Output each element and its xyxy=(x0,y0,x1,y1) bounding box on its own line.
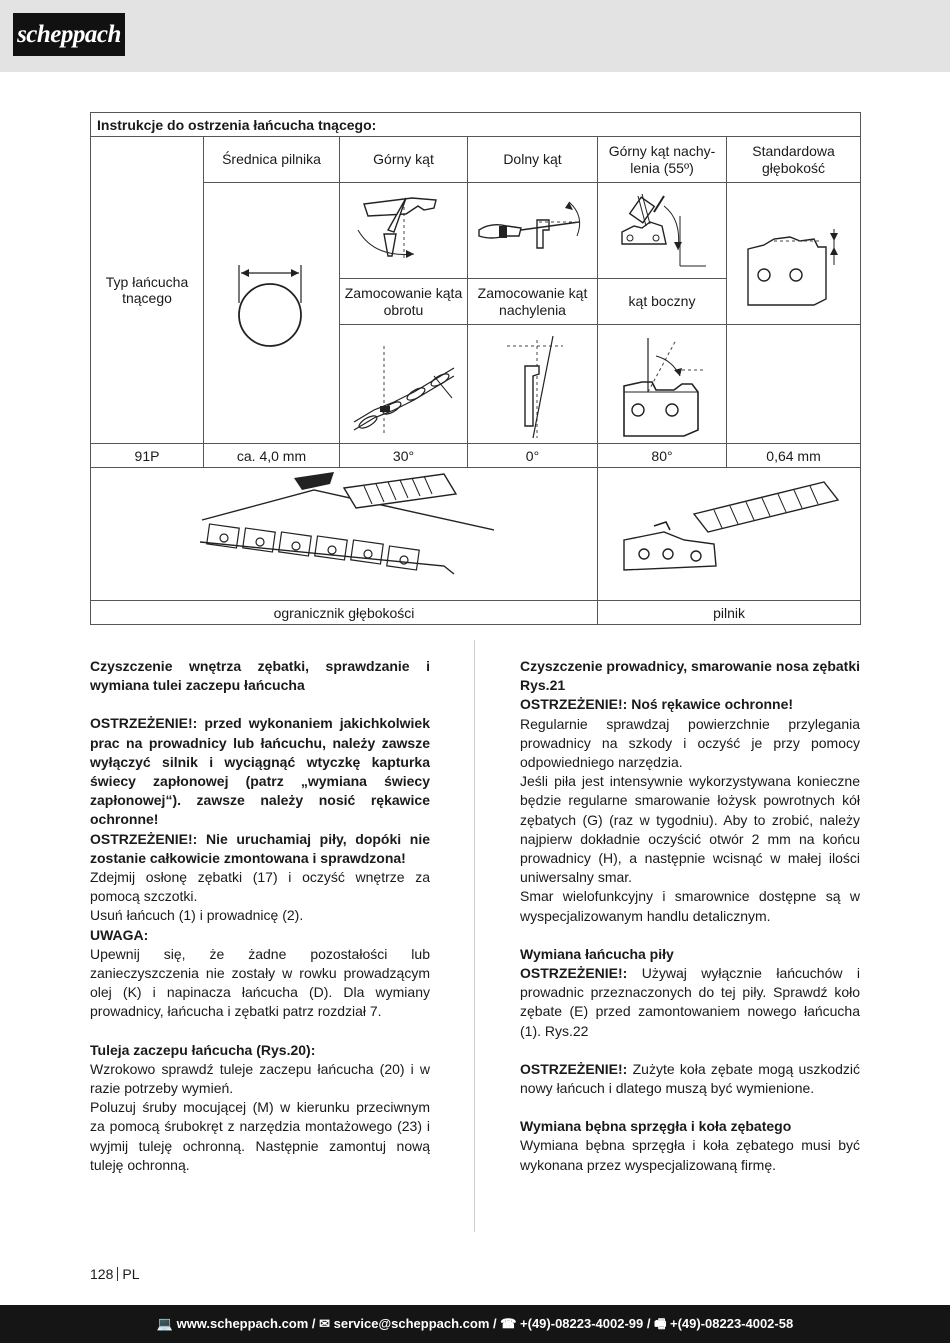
sub-header-rotation: Zamocowanie kąta obrotu xyxy=(340,279,468,325)
right-heading-3: Wymiana bębna sprzęgła i koła zębatego xyxy=(520,1118,792,1135)
value-depth: 0,64 mm xyxy=(727,444,861,468)
sharpening-table xyxy=(90,112,861,625)
file-diameter-diagram xyxy=(204,183,340,444)
right-para-3: Smar wielofunkcyjny i smarownice dostępne są w wyspecjalizowanym handlu detalicznym. xyxy=(520,888,860,924)
header-bottom-angle: Dolny kąt xyxy=(468,137,598,183)
bottom-angle-diagram xyxy=(468,183,598,279)
right-warning-2 xyxy=(520,964,860,1041)
right-warning-2-label: OSTRZEŻENIE!: xyxy=(520,965,628,982)
left-para-1: Zdejmij osłonę zębatki (17) i oczyść wnętrze za pomocą szczotki. xyxy=(90,869,430,905)
left-column xyxy=(90,657,430,1175)
right-para-2: Jeśli piła jest intensywnie wykorzystywana konieczne będzie regularne smarowanie łożysk powrotnych kół zębatych (G) (raz w tygodniu). Aby to zrobić, należy najpierw dokładnie oczyścić otwór 2 mm na końcu prowadnicy (H), a następnie wcisnąć w małej ilości uniwersalny smar. xyxy=(520,773,860,886)
header-top-tilt-angle: Górny kąt nachy-lenia (55º) xyxy=(598,137,727,183)
right-heading-2: Wymiana łańcucha piły xyxy=(520,945,674,962)
file-diagram xyxy=(598,468,861,601)
header-bar xyxy=(0,0,950,72)
left-warning-2-label: OSTRZEŻENIE! xyxy=(90,830,193,847)
label-depth-gauge: ogranicznik głębokości xyxy=(91,601,598,625)
left-heading-2: Tuleja zaczepu łańcucha (Rys.20): xyxy=(90,1041,316,1058)
rotation-mount-diagram xyxy=(340,325,468,444)
right-column xyxy=(520,657,860,1175)
right-warning-2-text: Używaj wyłącznie łańcuchów i prowadnic przeznaczonych do tej piły. Sprawdź koło zębate (E) przed zamontowaniem nowego łańcucha (1). Rys.22 xyxy=(520,965,860,1039)
left-para-2: Usuń łańcuch (1) i prowadnicę (2). xyxy=(90,907,304,924)
left-note-label: UWAGA: xyxy=(90,926,149,943)
value-bottom-angle: 0° xyxy=(468,444,598,468)
footer-bar xyxy=(0,1305,950,1343)
top-tilt-angle-diagram xyxy=(598,183,727,279)
standard-depth-diagram xyxy=(727,183,861,325)
page-number-value: 128 xyxy=(90,1266,114,1282)
left-note-text: Upewnij się, że żadne pozostałości lub zanieczyszczenia nie zostały w rowku prowadzącym olej (K) i napinacza łańcucha (D). Dla wymiany prowadnicy, łańcucha i zębatki patrz rozdział 7. xyxy=(90,945,430,1020)
top-angle-diagram xyxy=(340,183,468,279)
footer-contact: 💻 www.scheppach.com / ✉ service@scheppach.com / ☎ +(49)-08223-4002-99 / 🖷 +(49)-08223-4002-58 xyxy=(156,1316,794,1331)
header-standard-depth: Standardowa głębokość xyxy=(727,137,861,183)
table-title: Instrukcje do ostrzenia łańcucha tnącego: xyxy=(91,113,861,137)
value-tilt-angle: 80° xyxy=(598,444,727,468)
left-heading: Czyszczenie wnętrza zębatki, sprawdzanie i wymiana tulei zaczepu łańcucha xyxy=(90,658,430,694)
sub-header-tilt: Zamocowanie kąt nachylenia xyxy=(468,279,598,325)
value-top-angle: 30° xyxy=(340,444,468,468)
right-warning-3-text: Zużyte koła zębate mogą uszkodzić nowy łańcuch i dlatego muszą być wymienione. xyxy=(520,1060,860,1097)
header-file-diameter: Średnica pilnika xyxy=(204,137,340,183)
tilt-mount-diagram xyxy=(468,325,598,444)
right-warning-3-label: OSTRZEŻENIE!: xyxy=(520,1060,628,1077)
header-top-angle: Górny kąt xyxy=(340,137,468,183)
side-angle-diagram xyxy=(598,325,727,444)
value-file-diameter: ca. 4,0 mm xyxy=(204,444,340,468)
left-warning-2 xyxy=(90,830,430,868)
label-file: pilnik xyxy=(598,601,861,625)
scheppach-logo: scheppach xyxy=(13,13,125,56)
right-warning-3 xyxy=(520,1060,860,1098)
page-number xyxy=(90,1266,139,1282)
left-para-3: Wzrokowo sprawdź tuleje zaczepu łańcucha (20) i w razie potrzeby wymień. xyxy=(90,1060,430,1097)
column-divider xyxy=(474,640,475,1232)
right-heading: Czyszczenie prowadnicy, smarowanie nosa zębatki Rys.21 xyxy=(520,658,860,694)
right-para-1: Regularnie sprawdzaj powierzchnie przylegania prowadnicy na szkody i oczyść je przy pomocy odpowiedniego narzędzia. xyxy=(520,715,860,771)
left-warning-1: OSTRZEŻENIE!: przed wykonaniem jakichkolwiek prac na prowadnicy lub łańcuchu, należy zawsze wyłączyć silnik i wyciągnąć wtyczkę kapturka świecy zapłonowej (patrz „wymiana świecy zapłonowej“). zawsze należy nosić rękawice ochronne! xyxy=(90,715,430,828)
right-warning: OSTRZEŻENIE!: Noś rękawice ochronne! xyxy=(520,696,794,713)
sub-header-side-angle: kąt boczny xyxy=(598,279,727,325)
row-label: Typ łańcucha tnącego xyxy=(91,137,204,444)
right-para-4: Wymiana bębna sprzęgła i koła zębatego musi być wykonana przez wyspecjalizowaną firmę. xyxy=(520,1137,860,1173)
left-warning-2-text: : Nie uruchamiaj piły, dopóki nie zostanie całkowicie zmontowana i sprawdzona! xyxy=(90,830,430,866)
left-para-4: Poluzuj śruby mocującej (M) w kierunku przeciwnym za pomocą śrubokręt z narzędzia montażowego (23) i wyjmij tuleję ochronną. Następnie zamontuj nową tuleję ochronną. xyxy=(90,1099,430,1173)
depth-empty-cell xyxy=(727,325,861,444)
page-language: PL xyxy=(122,1266,140,1282)
value-chain-type: 91P xyxy=(91,444,204,468)
depth-gauge-diagram xyxy=(91,468,598,601)
